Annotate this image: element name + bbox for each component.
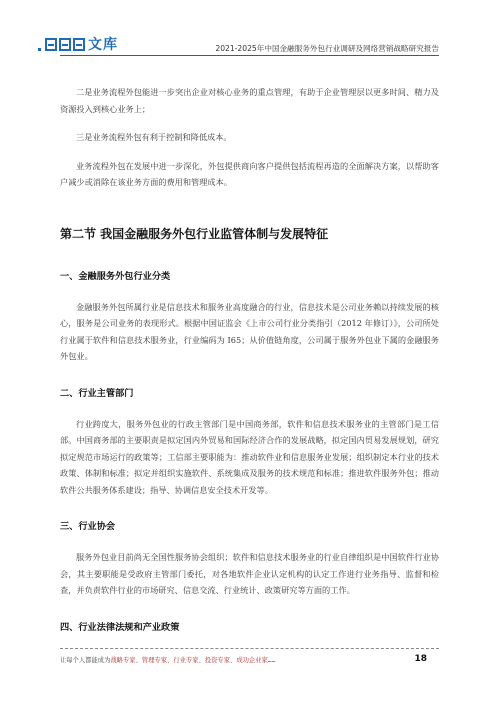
header-divider — [60, 55, 439, 56]
logo-icon — [38, 38, 85, 51]
paragraph: 行业跨度大，服务外包业的行政主管部门是中国商务部，软件和信息技术服务业的主管部门是工信部。中国商务部的主要职责是拟定国内外贸易和国际经济合作的发展战略，拟定国内贸易发展规划，研究拟定规范市场运行的政策等；工信部主要职能为：推动软件业和信息服务业发展；组织制定本行业的技术政策、体制和标准；拟定并组织实施软件、系统集成及服务的技术规范和标准；推进软件服务外包；推动软件公共服务体系建设；指导、协调信息安全技术开发等。 — [60, 418, 439, 495]
section-title: 第二节 我国金融服务外包行业监管体制与发展特征 — [60, 226, 329, 241]
page-content — [60, 84, 439, 633]
page-header — [0, 0, 499, 60]
page-number: 18 — [414, 654, 427, 664]
slogan-suffix: …… — [267, 657, 276, 664]
subsection-heading: 三、行业协会 — [60, 521, 116, 532]
slogan-roles: 战略专家、管理专家、行业专家、投资专家、成功企业家 — [110, 657, 268, 664]
paragraph: 金融服务外包所属行业是信息技术和服务业高度融合的行业，信息技术是公司业务赖以持续发展的核心，服务是公司业务的表现形式。根据中国证监会《上市公司行业分类指引（2012 年修订）》，公司所处行业属于软件和信息技术服务业，行业编码为 I65；从价值链角度，公司属于服务外包业下属的金融服务外包业。 — [60, 301, 439, 361]
paragraph: 三是业务流程外包有利于控制和降低成本。 — [76, 132, 232, 142]
footer-divider — [60, 648, 439, 649]
slogan-prefix: 让每个人都能成为 — [60, 657, 111, 664]
logo-text: 文库 — [88, 37, 118, 53]
paragraph: 服务外包业目前尚无全国性服务协会组织；软件和信息技术服务业的行业自律组织是中国软件行业协会，其主要职能是受政府主管部门委托，对各地软件企业认定机构的认定工作进行业务指导、监督和检查，并负责软件行业的市场研究、信息交流、行业统计、政策研究等方面的工作。 — [60, 552, 439, 595]
document-title: 2021-2025年中国金融服务外包行业调研及网络营销战略研究报告 — [215, 44, 439, 53]
paragraph: 业务流程外包在发展中进一步深化，外包提供商向客户提供包括流程再造的全面解决方案，以帮助客户减少或消除在该业务方面的费用和管理成本。 — [60, 160, 439, 187]
logo — [38, 34, 118, 54]
subsection-heading: 四、行业法律法规和产业政策 — [60, 621, 180, 633]
subsection-heading: 一、金融服务外包行业分类 — [60, 270, 171, 282]
footer-slogan — [60, 655, 275, 664]
subsection-heading: 二、行业主管部门 — [60, 387, 134, 399]
paragraph: 二是业务流程外包能进一步突出企业对核心业务的重点管理，有助于企业管理层以更多时间、精力及资源投入到核心业务上； — [60, 87, 439, 114]
